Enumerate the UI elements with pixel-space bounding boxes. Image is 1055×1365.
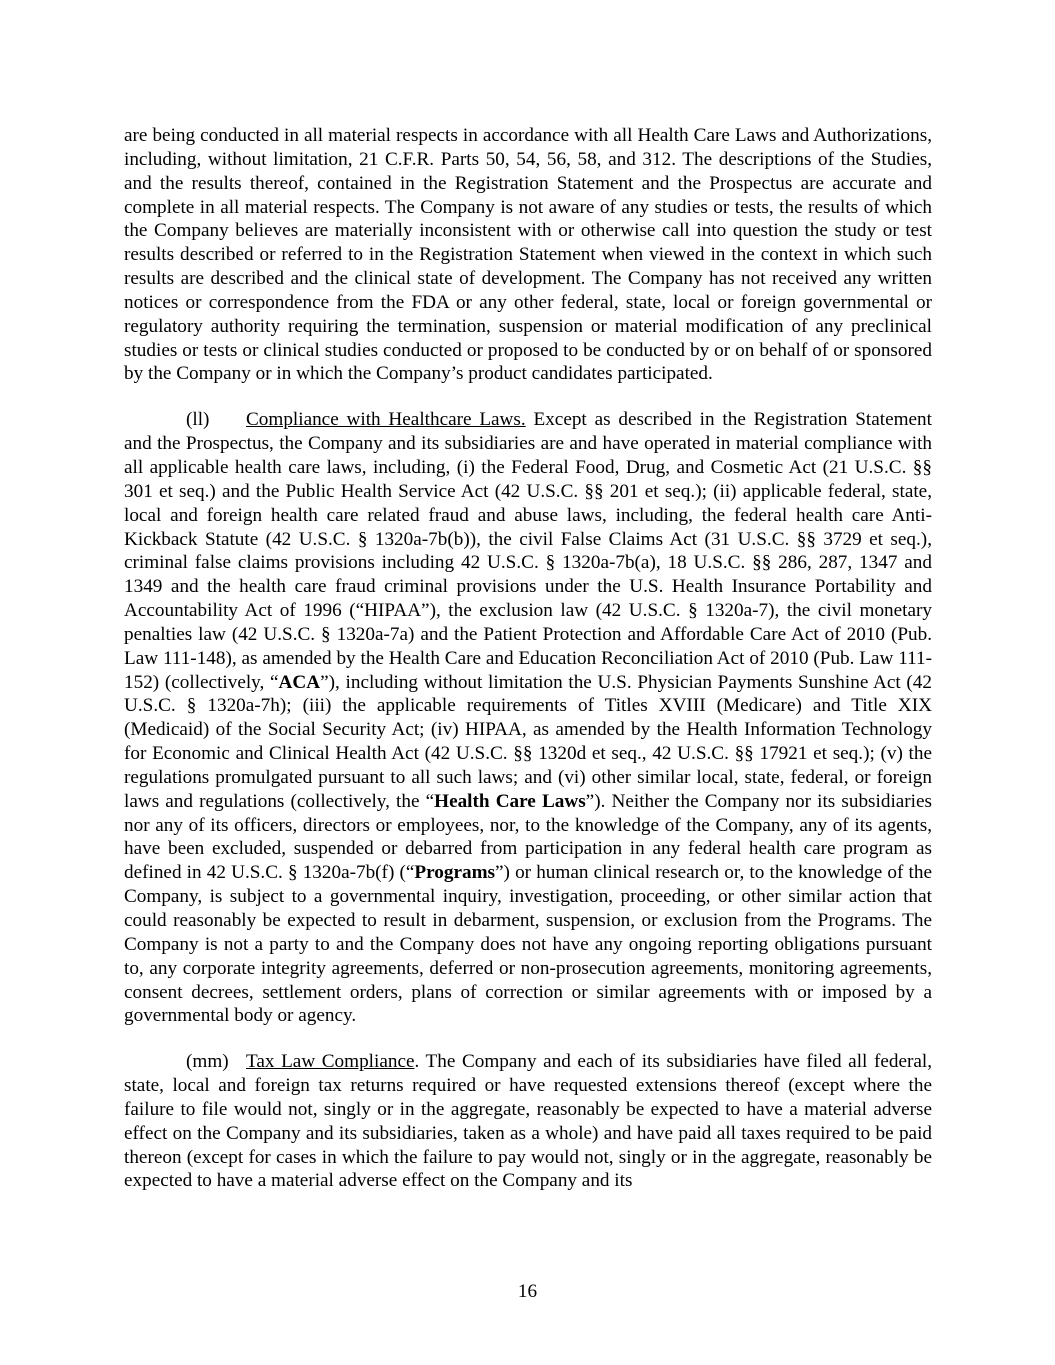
section-ll-text-1: Except as described in the Registration Statement and the Prospectus, the Company and its subsidiaries are and have operated in material compliance with all applicable health care laws, including, (i) the Federal Food, Drug, and Cosmetic Act (21 U.S.C. §§ 301 et seq.) and the Public Health Service Act (42 U.S.C. §§ 201 et seq.); (ii) applicable federal, state, local and foreign health care related fraud and abuse laws, including, the federal health care Anti-Kickback Statute (42 U.S.C. § 1320a-7b(b)), the civil False Claims Act (31 U.S.C. §§ 3729 et seq.), criminal false claims provisions including 42 U.S.C. § 1320a-7b(a), 18 U.S.C. §§ 286, 287, 1347 and 1349 and the health care fraud criminal provisions under the U.S. Health Insurance Portability and Accountability Act of 1996 (“HIPAA”), the exclusion law (42 U.S.C. § 1320a-7), the civil monetary penalties law (42 U.S.C. § 1320a-7a) and the Patient Protection and Affordable Care Act of 2010 (Pub. Law 111-148), as amended by the Health Care and Education Reconciliation Act of 2010 (Pub. Law 111-152) (collectively, “	[124, 409, 932, 693]
section-mm-number: (mm)	[186, 1051, 229, 1073]
paragraph-kk-continuation	[124, 124, 932, 386]
section-mm-text-1: . The Company and each of its subsidiaries have filed all federal, state, local and foreign tax returns required or have requested extensions thereof (except where the failure to file would not, singly or in the aggregate, reasonably be expected to have a material adverse effect on the Company and its subsidiaries, taken as a whole) and have paid all taxes required to be paid thereon (except for cases in which the failure to pay would not, singly or in the aggregate, reasonably be expected to have a material adverse effect on the Company and its	[124, 1051, 932, 1192]
page-number: 16	[517, 1281, 538, 1302]
section-ll-title: Compliance with Healthcare Laws.	[246, 409, 526, 431]
section-ll-text-2: ”), including without limitation the U.S. Physician Payments Sunshine Act (42 U.S.C. § 1320a-7h); (iii) the applicable requirements of Titles XVIII (Medicare) and Title XIX (Medicaid) of the Social Security Act; (iv) HIPAA, as amended by the Health Information Technology for Economic and Clinical Health Act (42 U.S.C. §§ 1320d et seq., 42 U.S.C. §§ 17921 et seq.); (v) the regulations promulgated pursuant to all such laws; and (vi) other similar local, state, federal, or foreign laws and regulations (collectively, the “	[124, 671, 932, 812]
defined-term-aca: ACA	[278, 671, 321, 693]
defined-term-programs: Programs	[414, 862, 496, 884]
section-ll	[124, 408, 932, 1028]
section-mm	[124, 1050, 932, 1193]
section-ll-text-3: ”). Neither the Company nor its subsidiaries nor any of its officers, directors or employees, nor, to the knowledge of the Company, any of its agents, have been excluded, suspended or debarred from participation in any federal health care program as defined in 42 U.S.C. § 1320a-7b(f) (“	[124, 790, 932, 884]
defined-term-health-care-laws: Health Care Laws	[434, 790, 586, 812]
section-ll-number: (ll)	[186, 409, 210, 431]
section-mm-title: Tax Law Compliance	[246, 1051, 415, 1073]
document-page	[124, 124, 932, 1215]
paragraph-kk-text: are being conducted in all material respects in accordance with all Health Care Laws and Authorizations, including, without limitation, 21 C.F.R. Parts 50, 54, 56, 58, and 312. The descriptions of the Studies, and the results thereof, contained in the Registration Statement and the Prospectus are accurate and complete in all material respects. The Company is not aware of any studies or tests, the results of which the Company believes are materially inconsistent with or otherwise call into question the study or test results described or referred to in the Registration Statement when viewed in the context in which such results are described and the clinical state of development. The Company has not received any written notices or correspondence from the FDA or any other federal, state, local or foreign governmental or regulatory authority requiring the termination, suspension or material modification of any preclinical studies or tests or clinical studies conducted or proposed to be conducted by or on behalf of or sponsored by the Company or in which the Company’s product candidates participated.	[124, 125, 932, 385]
section-ll-text-4: ”) or human clinical research or, to the knowledge of the Company, is subject to a governmental inquiry, investigation, proceeding, or other similar action that could reasonably be expected to result in debarment, suspension, or exclusion from the Programs. The Company is not a party to and the Company does not have any ongoing reporting obligations pursuant to, any corporate integrity agreements, deferred or non-prosecution agreements, monitoring agreements, consent decrees, settlement orders, plans of correction or similar agreements with or imposed by a governmental body or agency.	[124, 862, 932, 1027]
